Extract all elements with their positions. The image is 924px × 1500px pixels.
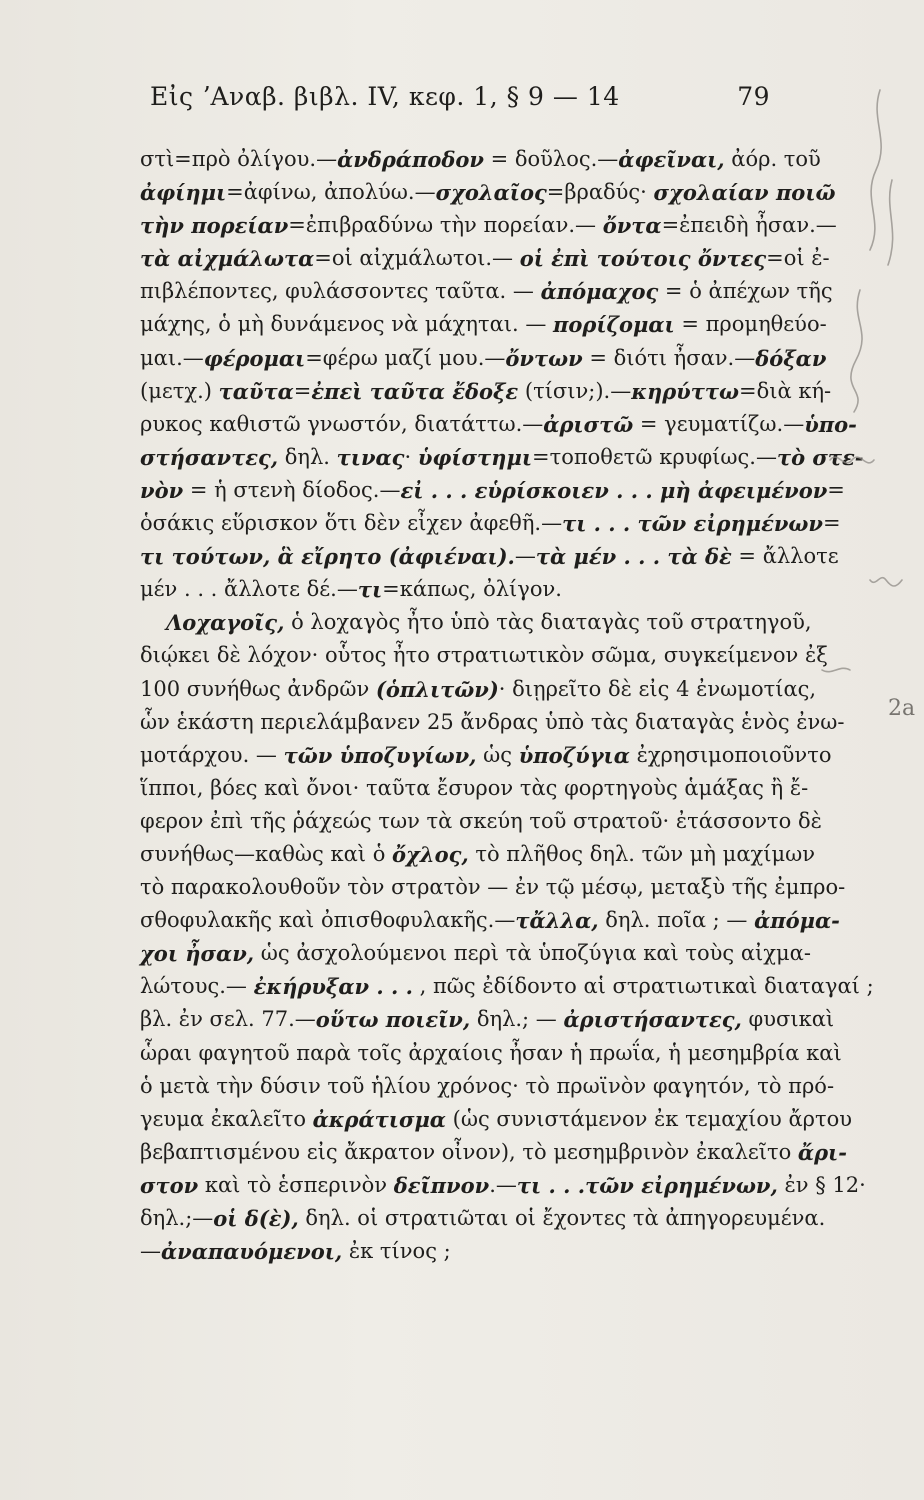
gloss-text: ὁ μετὰ τὴν δύσιν τοῦ ἡλίου χρόνος· τὸ πρωϊνὸν φαγητόν, τὸ πρό-: [140, 1073, 835, 1098]
text-line: [140, 342, 827, 375]
gloss-text: ὡς: [476, 742, 519, 767]
running-header: [150, 82, 770, 122]
lemma: τἄλλα,: [515, 908, 599, 934]
gloss-text: σθοφυλακῆς καὶ ὀπισθοφυλακῆς.—: [140, 908, 516, 933]
gloss-text: ἐχρησιμοποιοῦντο: [629, 742, 832, 767]
gloss-text: ὡς ἀσχολούμενοι περὶ τὰ ὑποζύγια καὶ τοὺς αἰχμα-: [254, 941, 811, 966]
gloss-text: =ἐπειδὴ ἦσαν.—: [661, 213, 837, 238]
gloss-text: γευμα ἐκαλεῖτο: [140, 1106, 313, 1131]
text-line: [140, 507, 841, 540]
gloss-text: —: [514, 544, 536, 569]
gloss-text: ὁσάκις εὕρισκον ὅτι δὲν εἶχεν ἀφεθῆ.—: [140, 511, 563, 536]
text-line: [140, 739, 832, 772]
lemma: οἱ δ(ὲ),: [213, 1206, 299, 1231]
svg-text:2a: 2a: [888, 696, 916, 721]
gloss-text: = ἄλλοτε: [731, 544, 839, 569]
text-line: [140, 772, 809, 805]
lemma: στον: [140, 1172, 199, 1198]
lemma: ὄχλος,: [392, 841, 469, 867]
gloss-text: μάχης, ὁ μὴ δυνάμενος νὰ μάχηται. —: [140, 312, 554, 337]
lemma: ὑποζύγια: [518, 742, 630, 768]
gloss-text: =φέρω μαζί μου.—: [305, 345, 506, 370]
gloss-text: δηλ.; —: [470, 1007, 564, 1032]
lemma: οἱ ἐπὶ τούτοις ὄντες: [519, 246, 767, 272]
lemma: ὑφίστημι: [417, 444, 532, 470]
gloss-text: στὶ=πρὸ ὀλίγου.—: [140, 147, 338, 171]
gloss-text: · διῃρεῖτο δὲ εἰς 4 ἐνωμοτίας,: [498, 676, 817, 701]
lemma: τι: [357, 577, 383, 603]
page-number: 79: [737, 82, 770, 111]
lemma: εἰ . . . εὑρίσκοιεν . . . μὴ ἀφειμένον: [400, 477, 828, 503]
gloss-text: βεβαπτισμένου εἰς ἄκρατον οἶνον), τὸ μεσημβρινὸν ἐκαλεῖτο: [140, 1139, 798, 1164]
gloss-text: μοτάρχου. —: [140, 742, 284, 767]
lemma: τῶν ὑποζυγίων,: [283, 742, 477, 768]
gloss-text: φερον ἐπὶ τῆς ῥάχεώς των τὰ σκεύη τοῦ στρατοῦ· ἐτάσσοντο δὲ: [140, 808, 822, 833]
lemma: τινας: [336, 444, 405, 470]
gloss-text: =τοποθετῶ κρυφίως.—: [531, 444, 777, 469]
lemma: Λοχαγοῖς,: [166, 610, 285, 636]
text-line: [140, 970, 874, 1003]
gloss-text: δηλ. οἱ στρατιῶται οἱ ἔχοντες τὰ ἀπηγορευμένα.: [298, 1206, 826, 1230]
gloss-text: μαι.—: [140, 345, 204, 370]
lemma: δόξαν: [755, 345, 827, 371]
gloss-text: =οἱ ἐ-: [766, 246, 830, 271]
gloss-text: =διὰ κή-: [739, 378, 832, 403]
gloss-text: λώτους.—: [140, 974, 254, 999]
gloss-text: ὧραι φαγητοῦ παρὰ τοῖς ἀρχαίοις ἦσαν ἡ πρωΐα, ἡ μεσημβρία καὶ: [140, 1040, 842, 1065]
gloss-text: =κάπως, ὀλίγον.: [382, 577, 562, 602]
gloss-text: ὧν ἑκάστη περιελάμβανεν 25 ἄνδρας ὑπὸ τὰς διαταγὰς ἑνὸς ἐνω-: [140, 709, 845, 734]
text-line: [140, 1202, 826, 1235]
gloss-text: —: [140, 1239, 161, 1264]
lemma: ἀναπαυόμενοι,: [161, 1239, 343, 1265]
gloss-text: .—: [489, 1172, 517, 1197]
lemma: ἀνδράποδον: [337, 147, 484, 172]
text-line: [140, 209, 837, 242]
lemma: νὸν: [140, 477, 184, 503]
gloss-text: 100 συνήθως ἀνδρῶν: [140, 676, 376, 701]
text-line: [140, 1136, 847, 1169]
gloss-text: καὶ τὸ ἑσπερινὸν: [198, 1172, 394, 1197]
gloss-text: μέν . . . ἄλλοτε δέ.—: [140, 577, 358, 602]
gloss-text: = προμηθεύο-: [674, 312, 827, 337]
lemma: οὕτω ποιεῖν,: [315, 1007, 471, 1033]
gloss-text: δηλ.: [278, 444, 337, 469]
gloss-text: ρυκος καθιστῶ γνωστόν, διατάττω.—: [140, 411, 544, 436]
text-line: [140, 904, 840, 937]
gloss-text: =: [823, 511, 841, 536]
lemma: κηρύττω: [631, 378, 740, 404]
gloss-text: ὁ λοχαγὸς ἦτο ὑπὸ τὰς διαταγὰς τοῦ στρατηγοῦ,: [284, 610, 812, 635]
gloss-text: ἐν § 12·: [777, 1172, 866, 1197]
lemma: στήσαντες,: [140, 444, 279, 470]
lemma: τὰ αἰχμάλωτα: [140, 246, 315, 272]
gloss-text: =βραδύς·: [546, 180, 654, 205]
gloss-text: (ὡς συνιστάμενον ἐκ τεμαχίου ἄρτου: [445, 1106, 853, 1131]
text-line: [140, 375, 832, 408]
lemma: φέρομαι: [203, 345, 306, 371]
lemma: τι . . . τῶν εἰρημένων: [562, 511, 823, 537]
lemma: ἐπεὶ ταῦτα ἔδοξε: [311, 378, 519, 404]
text-line: [140, 242, 830, 275]
gloss-text: , πῶς ἐδίδοντο αἱ στρατιωτικαὶ διαταγαί ;: [412, 974, 874, 999]
gloss-text: =οἱ αἰχμάλωτοι.—: [314, 246, 520, 271]
gloss-text: = ὁ ἀπέχων τῆς: [658, 279, 833, 304]
gloss-text: = ἡ στενὴ δίοδος.—: [183, 477, 401, 502]
running-title: Εἰς ʼΑναβ. βιβλ. IV, κεφ. 1, § 9 — 14: [150, 82, 620, 111]
text-line: [140, 1070, 835, 1103]
lemma: ὄντων: [505, 345, 583, 371]
lemma: χοι ἦσαν,: [140, 941, 255, 967]
lemma: ἀκράτισμα: [312, 1106, 446, 1132]
text-line: [140, 706, 845, 739]
gloss-text: ἀόρ. τοῦ: [724, 147, 821, 171]
gloss-text: φυσικαὶ: [741, 1007, 835, 1032]
gloss-text: συνήθως—καθὼς καὶ ὁ: [140, 841, 393, 866]
gloss-text: δηλ. ποῖα ; —: [598, 908, 755, 933]
gloss-text: πιβλέποντες, φυλάσσοντες ταῦτα. —: [140, 279, 541, 304]
text-line: [140, 1103, 853, 1136]
gloss-text: =ἐπιβραδύνω τὴν πορείαν.—: [288, 213, 603, 238]
text-line: [140, 1235, 780, 1268]
lemma: τὰ μέν . . . τὰ δὲ: [535, 544, 732, 570]
gloss-text: ·: [404, 444, 418, 469]
lemma: τὴν πορείαν: [140, 213, 289, 239]
text-line: [140, 540, 839, 573]
gloss-text: (μετχ.): [140, 378, 219, 403]
lemma: τὸ στε-: [776, 444, 864, 470]
lemma: ἀριστήσαντες,: [563, 1007, 742, 1033]
text-line: [140, 639, 828, 672]
lemma: ἀφεῖναι,: [618, 147, 725, 172]
commentary-text: [140, 143, 874, 1268]
text-line: [140, 474, 845, 507]
gloss-text: ἐκ τίνος ;: [342, 1239, 451, 1264]
lemma: ἀφίημι: [140, 180, 227, 206]
gloss-text: διῴκει δὲ λόχον· οὗτος ἦτο στρατιωτικὸν σῶμα, συγκείμενον ἐξ: [140, 643, 828, 668]
gloss-text: =ἀφίνω, ἀπολύω.—: [226, 180, 436, 205]
lemma: ἀπόμαχος: [540, 279, 659, 305]
gloss-text: βλ. ἐν σελ. 77.—: [140, 1007, 316, 1032]
text-line: [140, 937, 811, 970]
lemma: ἄρι-: [797, 1139, 847, 1165]
text-line: [140, 1037, 842, 1070]
gloss-text: τὸ πλῆθος δηλ. τῶν μὴ μαχίμων: [468, 841, 816, 866]
gloss-text: = δοῦλος.—: [483, 147, 619, 171]
lemma: (ὁπλιτῶν): [375, 676, 499, 702]
gloss-text: =: [293, 378, 312, 403]
margin-notes: [810, 60, 916, 780]
lemma: πορίζομαι: [553, 312, 675, 338]
text-line: [140, 408, 857, 441]
lemma: ὑπο-: [804, 411, 857, 437]
text-line: [140, 1003, 835, 1036]
text-line: [140, 673, 817, 706]
gloss-text: = διότι ἦσαν.—: [582, 345, 756, 370]
text-line: [140, 606, 812, 639]
lemma: ὄντα: [602, 213, 662, 239]
text-line: [140, 176, 836, 209]
text-line: [140, 871, 846, 904]
lemma: ἐκήρυξαν . . .: [253, 974, 413, 1000]
handwritten-pencil-annotation-icon: [810, 60, 916, 780]
text-line: [140, 805, 822, 838]
lemma: ἀριστῶ: [543, 411, 634, 437]
lemma: τι . . .τῶν εἰρημένων,: [516, 1172, 778, 1198]
text-line: [140, 1169, 866, 1202]
text-line: [140, 573, 780, 606]
lemma: ἀπόμα-: [754, 908, 840, 934]
gloss-text: = γευματίζω.—: [633, 411, 805, 436]
lemma: ταῦτα: [218, 378, 294, 404]
text-line: [140, 308, 827, 341]
gloss-text: τὸ παρακολουθοῦν τὸν στρατὸν — ἐν τῷ μέσῳ, μεταξὺ τῆς ἐμπρο-: [140, 875, 846, 900]
gloss-text: ἵπποι, βόες καὶ ὄνοι· ταῦτα ἔσυρον τὰς φορτηγοὺς ἁμάξας ἢ ἔ-: [140, 775, 809, 800]
text-line: [140, 143, 821, 176]
text-line: [140, 275, 833, 308]
lemma: σχολαίαν ποιῶ: [653, 180, 836, 206]
lemma: δεῖπνον: [393, 1172, 490, 1198]
lemma: σχολαῖος: [435, 180, 547, 206]
gloss-text: =: [827, 477, 845, 502]
text-line: [140, 838, 816, 871]
gloss-text: (τίσιν;).—: [518, 378, 632, 403]
text-line: [140, 441, 864, 474]
gloss-text: δηλ.;—: [140, 1206, 214, 1230]
lemma: τι τούτων, ἃ εἴρητο (ἀφιέναι).: [140, 544, 515, 570]
